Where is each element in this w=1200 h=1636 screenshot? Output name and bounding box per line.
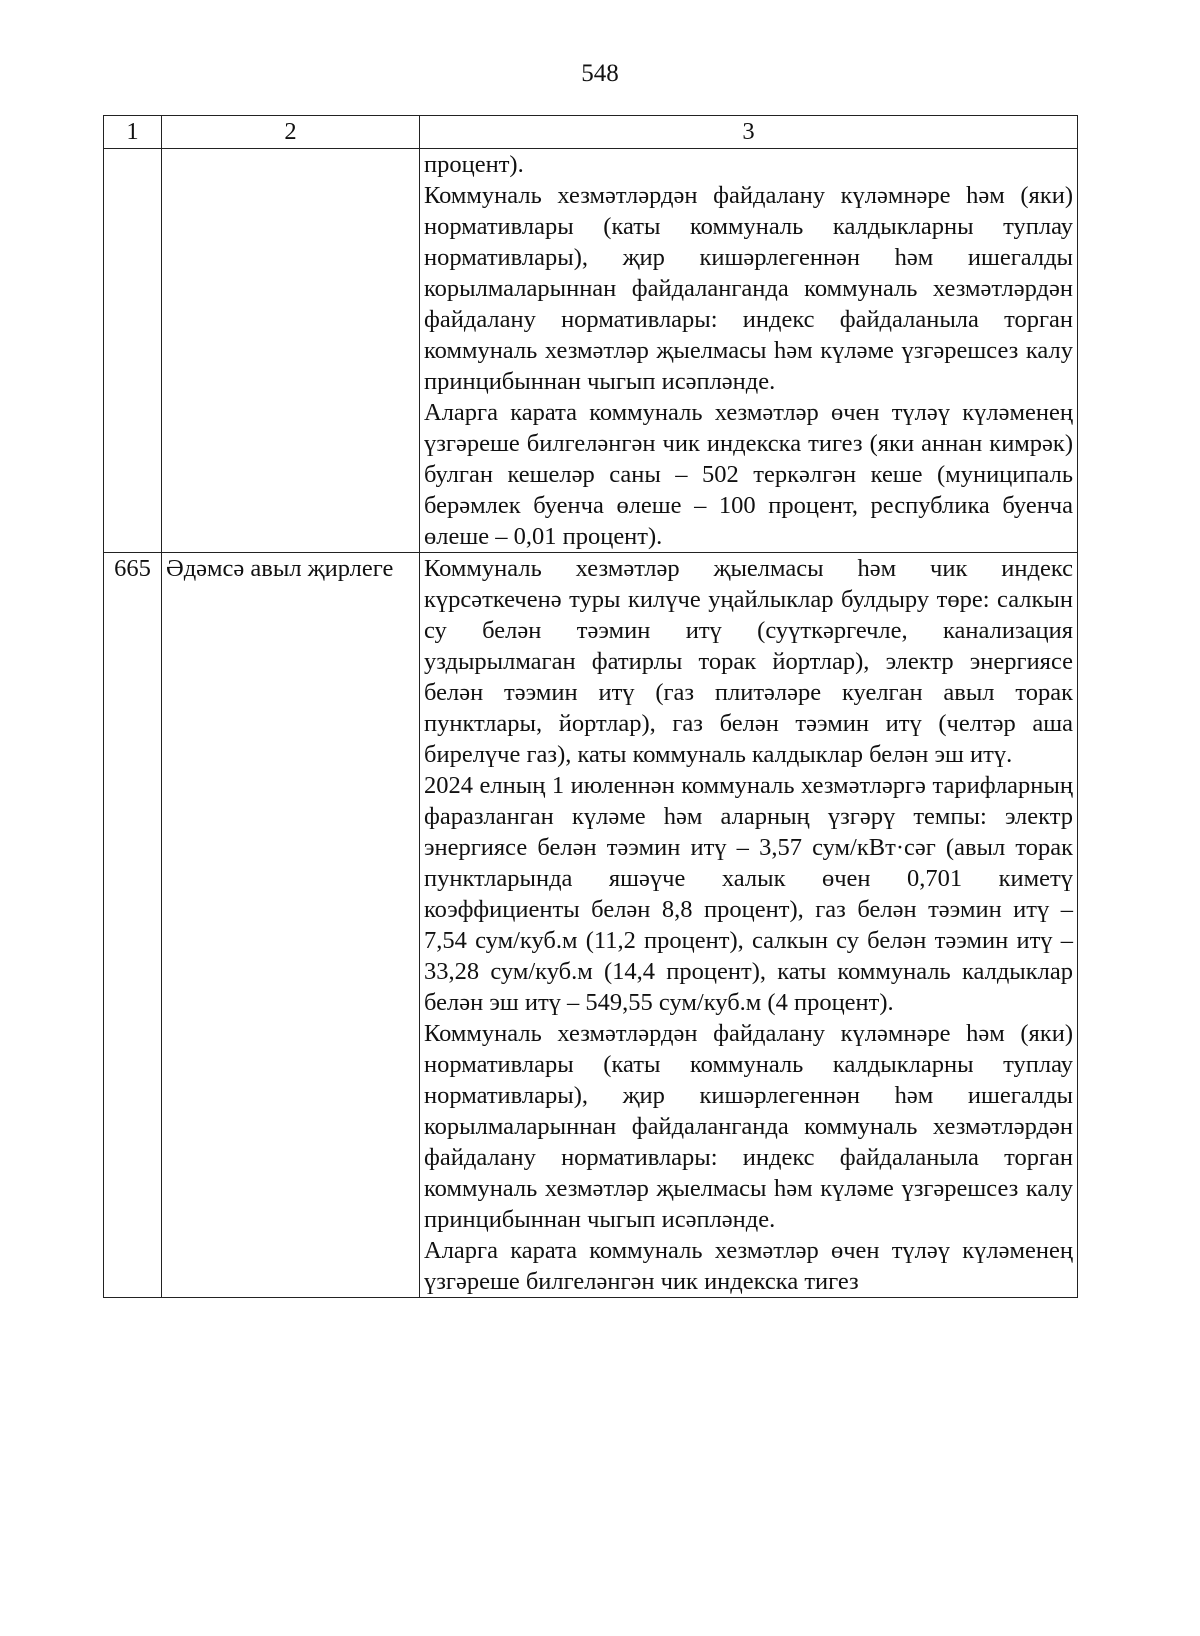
paragraph: Аларга карата коммуналь хезмәтләр өчен түләү күләменең үзгәреше билгеләнгән чик индекска тигез (яки аннан кимрәк) булган кешеләр саны – 502 теркәлгән кеше (муниципаль берәмлек буенча өлеше – 100 процент, республика буенча өлеше – 0,01 процент). [424,399,1073,550]
settlement-name [162,149,420,553]
paragraph: процент). [424,151,524,178]
settlement-name: Әдәмсә авыл җирлеге [162,553,420,1298]
row-number [104,149,162,553]
paragraph: 2024 елның 1 июленнән коммуналь хезмәтләргә тарифларның фаразланган күләме һәм аларның үзгәрү темпы: электр энергиясе белән тәэмин итү – 3,57 сум/кВт·сәг (авыл торак пунктларында яшәүче халык өчен 0,701 киметү коэффициенты белән 8,8 процент), газ белән тәэмин итү – 7,54 сум/куб.м (11,2 процент), салкын су белән тәэмин итү – 33,28 сум/куб.м (14,4 процент), каты коммуналь калдыклар белән эш итү – 549,55 сум/куб.м (4 процент). [424,772,1073,1016]
table-row [104,149,1078,553]
page-number: 548 [581,60,619,87]
paragraph: Коммуналь хезмәтләрдән файдалану күләмнәре һәм (яки) нормативлары (каты коммуналь калдыкларны туплау нормативлары), җир кишәрлегеннән һәм ишегалды корылмаларыннан файдаланганда коммуналь хезмәтләрдән файдалану нормативлары: индекс файдаланыла торган коммуналь хезмәтләр җыелмасы һәм күләме үзгәрешсез калу принцибыннан чыгып исәпләнде. [424,1020,1073,1233]
document-table [103,115,1078,1298]
table-header-row [104,116,1078,149]
row-description [420,149,1078,553]
paragraph: Коммуналь хезмәтләр җыелмасы һәм чик индекс күрсәткеченә туры килүче уңайлыклар булдыру төре: салкын су белән тәэмин итү (суүткәргечле, канализация уздырылмаган фатирлы торак йортлар), электр энергиясе белән тәэмин итү (газ плитәләре куелган авыл торак пунктлары, йортлар), газ белән тәэмин итү (челтәр аша бирелүче газ), каты коммуналь калдыклар белән эш итү. [424,555,1073,768]
paragraph: Аларга карата коммуналь хезмәтләр өчен түләү күләменең үзгәреше билгеләнгән чик индекска тигез [424,1237,1073,1295]
table-row [104,553,1078,1298]
header-col-1: 1 [104,116,162,149]
header-col-3: 3 [420,116,1078,149]
row-number: 665 [104,553,162,1298]
header-col-2: 2 [162,116,420,149]
row-description [420,553,1078,1298]
paragraph: Коммуналь хезмәтләрдән файдалану күләмнәре һәм (яки) нормативлары (каты коммуналь калдыкларны туплау нормативлары), җир кишәрлегеннән һәм ишегалды корылмаларыннан файдаланганда коммуналь хезмәтләрдән файдалану нормативлары: индекс файдаланыла торган коммуналь хезмәтләр җыелмасы һәм күләме үзгәрешсез калу принцибыннан чыгып исәпләнде. [424,182,1073,395]
